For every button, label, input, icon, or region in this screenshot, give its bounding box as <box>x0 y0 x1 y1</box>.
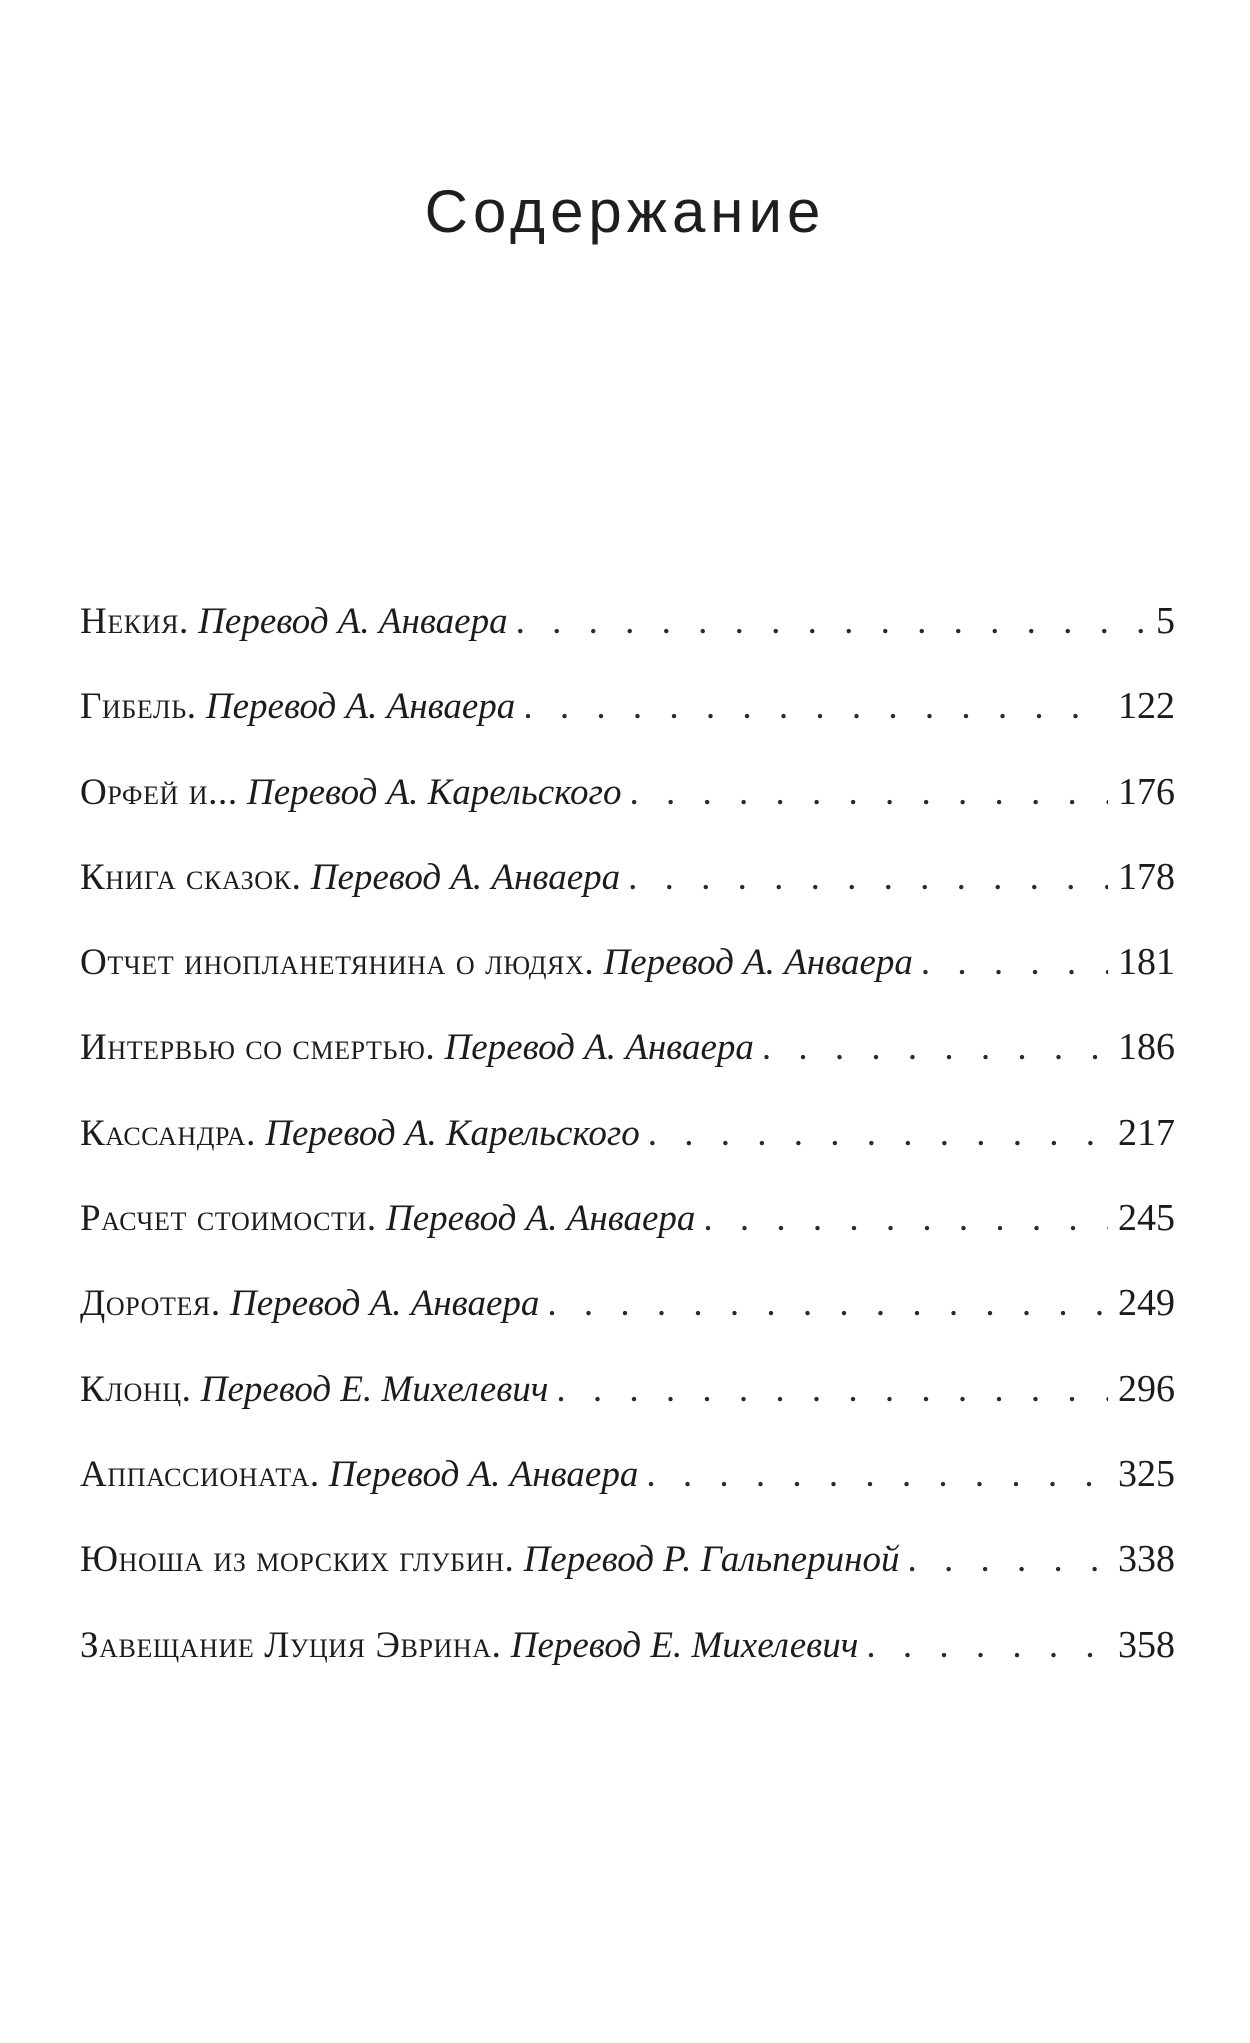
dot-leader <box>547 1285 1108 1322</box>
toc-entry-6 <box>80 1028 1175 1113</box>
dot-leader <box>866 1627 1108 1664</box>
entry-title: Завещание Луция Эврина. <box>80 1624 502 1666</box>
toc-entry-1 <box>80 602 1175 687</box>
entry-page-number: 5 <box>1156 600 1175 642</box>
dot-leader <box>921 944 1108 981</box>
entry-title: Некия. <box>80 601 189 642</box>
dot-leader <box>703 1200 1108 1237</box>
entry-title: Орфей и... <box>80 771 238 813</box>
entry-page-number: 176 <box>1118 770 1175 813</box>
entry-page-number: 358 <box>1118 1623 1175 1666</box>
entry-page-number: 338 <box>1118 1538 1175 1581</box>
toc-entry-4 <box>80 855 1175 943</box>
toc-entry-8 <box>80 1199 1175 1284</box>
toc-entry-5 <box>80 943 1175 1028</box>
entry-page-number: 181 <box>1118 941 1175 984</box>
toc-entry-10 <box>80 1367 1175 1455</box>
toc-entry-13 <box>80 1623 1175 1711</box>
entry-title: Отчет инопланетянина о людях. <box>80 942 595 984</box>
entry-translator: Перевод А. Анваера <box>444 1027 754 1069</box>
toc-entry-9 <box>80 1284 1175 1369</box>
dot-leader <box>646 1456 1108 1493</box>
page-title: Содержание <box>424 178 826 245</box>
entry-translator: Перевод А. Анваера <box>386 1198 696 1240</box>
entry-title: Кассандра. <box>80 1112 256 1154</box>
entry-title: Аппассионата. <box>80 1453 320 1495</box>
dot-leader <box>628 859 1108 896</box>
entry-translator: Перевод Р. Гальпериной <box>523 1539 900 1581</box>
entry-translator: Перевод А. Анваера <box>328 1453 639 1495</box>
dot-leader <box>523 688 1108 725</box>
entry-page-number: 186 <box>1118 1026 1175 1069</box>
entry-page-number: 249 <box>1118 1282 1175 1325</box>
dot-leader <box>516 603 1146 640</box>
dot-leader <box>762 1029 1108 1066</box>
entry-translator: Перевод А. Анваера <box>310 856 621 898</box>
entry-translator: Перевод А. Анваера <box>603 942 913 984</box>
entry-translator: Перевод А. Анваера <box>205 686 516 728</box>
entry-translator: Перевод Е. Михелевич <box>510 1624 859 1666</box>
dot-leader <box>648 1115 1108 1152</box>
toc-entry-11 <box>80 1452 1175 1540</box>
entry-page-number: 296 <box>1118 1367 1175 1410</box>
toc-entry-7 <box>80 1111 1175 1199</box>
entry-title: Интервью со смертью. <box>80 1027 436 1069</box>
dot-leader <box>907 1541 1108 1578</box>
dot-leader <box>556 1371 1108 1408</box>
entry-page-number: 178 <box>1118 855 1175 898</box>
entry-page-number: 325 <box>1118 1452 1175 1495</box>
toc-entry-2 <box>80 687 1175 772</box>
entry-page-number: 217 <box>1118 1111 1175 1154</box>
toc-entry-3 <box>80 770 1175 858</box>
entry-title: Книга сказок. <box>80 856 302 898</box>
entry-translator: Перевод А. Карельского <box>246 771 622 813</box>
entry-translator: Перевод Е. Михелевич <box>200 1368 549 1410</box>
toc-entry-12 <box>80 1540 1175 1625</box>
entry-translator: Перевод А. Анваера <box>229 1283 540 1325</box>
entry-page-number: 245 <box>1118 1197 1175 1240</box>
table-of-contents <box>80 602 1175 1711</box>
entry-translator: Перевод А. Карельского <box>265 1112 640 1154</box>
entry-title: Юноша из морских глубин. <box>80 1539 515 1581</box>
entry-title: Гибель. <box>80 686 197 728</box>
entry-title: Клонц. <box>80 1368 192 1410</box>
dot-leader <box>630 774 1109 811</box>
entry-title: Доротея. <box>80 1283 221 1325</box>
entry-title: Расчет стоимости. <box>80 1198 377 1240</box>
entry-page-number: 122 <box>1118 685 1175 728</box>
entry-translator: Перевод А. Анваера <box>198 601 508 642</box>
